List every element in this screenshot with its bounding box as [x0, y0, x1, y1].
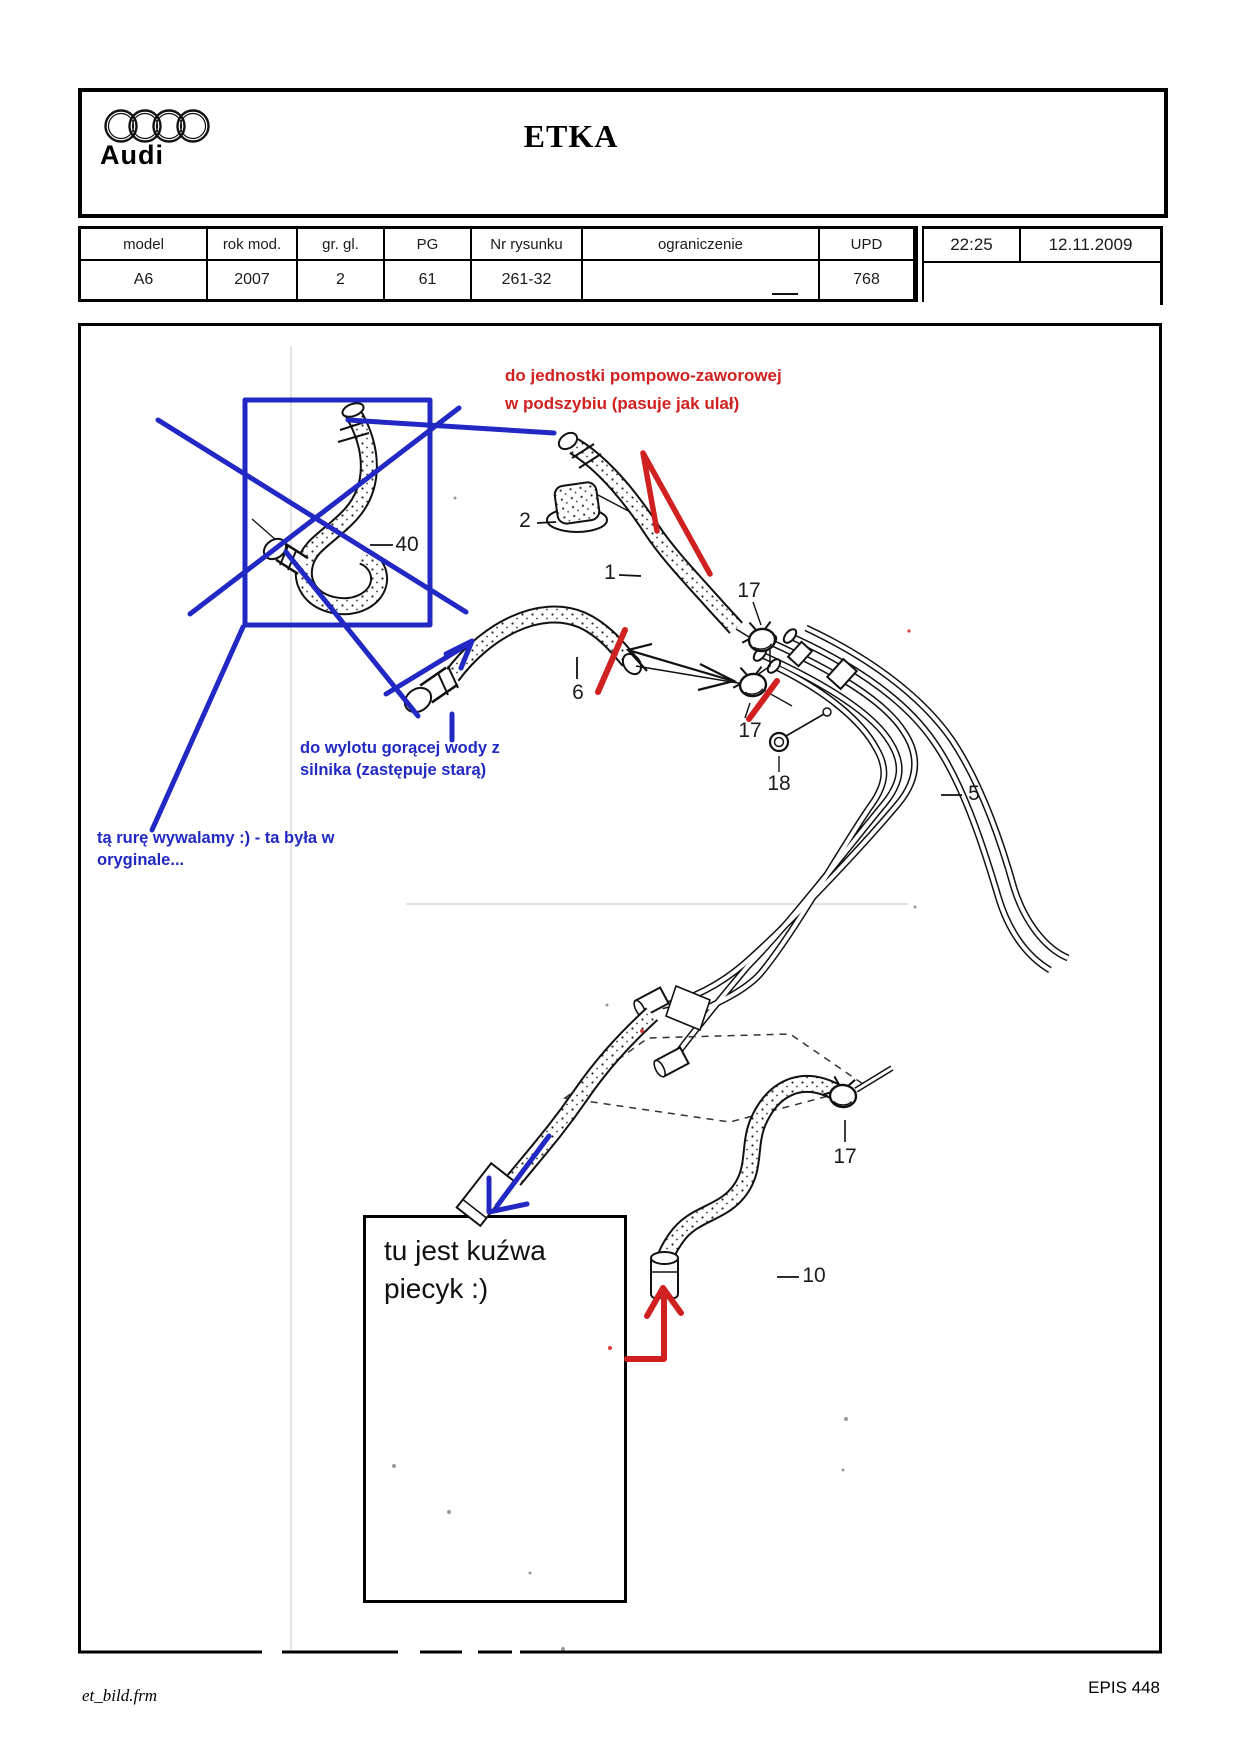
- part-label-17b: 17: [738, 719, 762, 742]
- blue-down-arrow-shaft: [497, 1136, 549, 1206]
- value-nr-rysunku: 261-32: [472, 261, 583, 299]
- red-annotation-line2: w podszybiu (pasuje jak ulał): [505, 394, 740, 413]
- part-label-2: 2: [519, 509, 531, 532]
- nut-18: [770, 733, 788, 751]
- blue-annotation2-line2: oryginale...: [97, 851, 185, 869]
- swap-arrows: [628, 644, 734, 690]
- blue-annotation1-line1: do wylotu gorącej wody z: [300, 739, 500, 757]
- hose-to-heater: [457, 1014, 652, 1226]
- col-header-gr-gl: gr. gl.: [298, 229, 385, 259]
- blue-annotation1-line2: silnika (zastępuje starą): [300, 761, 487, 779]
- value-model: A6: [81, 261, 208, 299]
- red-annotation-line1: do jednostki pompowo-zaworowej: [505, 366, 782, 385]
- part-label-10: 10: [802, 1264, 826, 1287]
- red-elbow-arrow: [627, 1293, 664, 1359]
- part-label-5: 5: [968, 782, 980, 805]
- part-label-6: 6: [572, 681, 584, 704]
- col-header-rok-mod: rok mod.: [208, 229, 298, 259]
- part-label-18: 18: [767, 772, 791, 795]
- blue-line-to-text: [286, 552, 418, 716]
- part-label-1: 1: [604, 561, 616, 584]
- col-header-upd: UPD: [850, 235, 883, 253]
- print-time: 22:25: [924, 229, 1021, 261]
- value-pg: 61: [385, 261, 472, 299]
- red-annotation-text: [505, 362, 782, 418]
- part-label-17c: 17: [833, 1145, 857, 1168]
- col-header-pg: PG: [385, 229, 472, 259]
- footer-form-name: et_bild.frm: [82, 1686, 158, 1705]
- blue-long-pointer: [348, 420, 554, 433]
- pipe-assembly-5: [632, 627, 1068, 1078]
- blue-line-to-note2: [152, 627, 243, 830]
- hose-40: [252, 401, 379, 607]
- col-header-nr-rysunku: Nr rysunku: [472, 229, 583, 259]
- part-label-17a: 17: [737, 579, 761, 602]
- page-title: ETKA: [523, 118, 619, 154]
- value-upd: 768: [853, 271, 880, 288]
- heater-note-line2: piecyk :): [384, 1273, 489, 1304]
- hose-10: [651, 1068, 892, 1298]
- diagram-frame: [78, 323, 1162, 1654]
- blue-annotation-remove-pipe: [97, 827, 335, 871]
- blue-annotation-engine-outlet: [300, 737, 500, 781]
- col-header-model: model: [81, 229, 208, 259]
- col-header-ograniczenie: ograniczenie: [583, 229, 820, 259]
- blue-annotation2-line1: tą rurę wywalamy :) - ta była w: [97, 829, 335, 847]
- part-label-40: 40: [395, 533, 419, 556]
- label-leaders: [370, 522, 962, 1277]
- clamp-17a: [740, 619, 777, 653]
- print-date: 12.11.2009: [1048, 235, 1133, 254]
- heater-note-line1: tu jest kuźwa: [384, 1235, 546, 1266]
- blue-crossout-box: [245, 400, 430, 625]
- audi-wordmark: Audi: [100, 140, 164, 170]
- value-gr-gl: 2: [298, 261, 385, 299]
- value-rok-mod: 2007: [208, 261, 298, 299]
- footer-epis: EPIS 448: [1088, 1678, 1160, 1697]
